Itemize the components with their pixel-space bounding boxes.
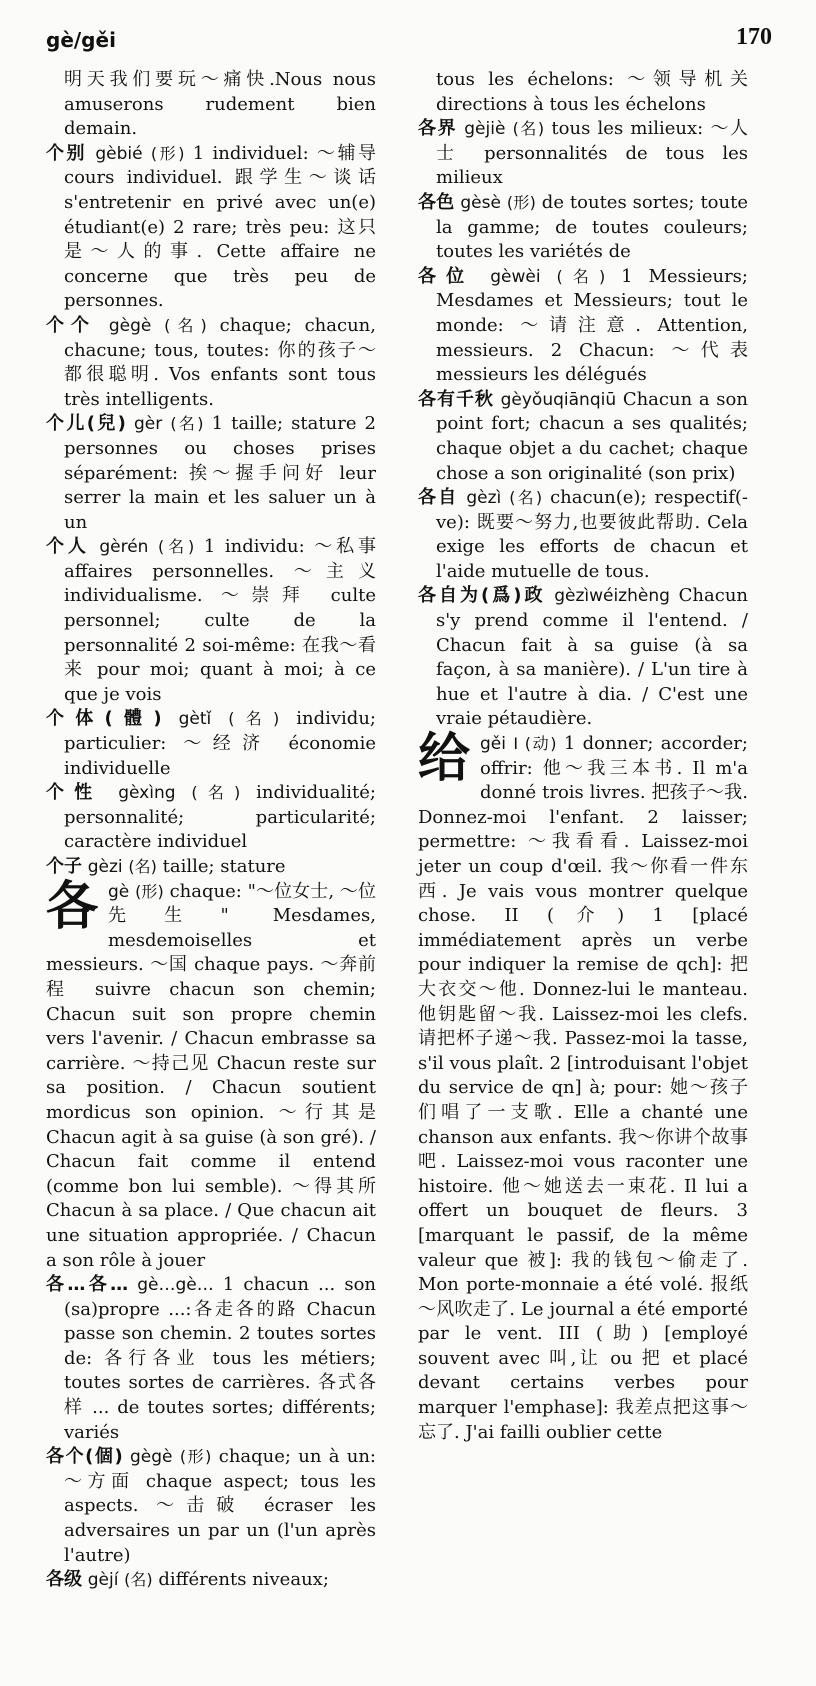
entry-pinyin: gěi [480,734,506,755]
entry-headword: 各有千秋 [418,388,494,410]
entry-big-character: 各 [46,876,99,937]
entry-definition: chaque: "～位女士, ～位先生" Mesdames, mesdemoiselles et messieurs. ～国 chaque pays. ～奔前程 suivre chacun son chemin; Chacun suit son propre chemin vers l'avenir. / Chacun embrasse sa carrière. ～持己见 Chacun reste sur sa position. / Chacun soutient mordicus son opinion. ～行其是 Chacun agit à sa guise (à son gré). / Chacun fait comme il entend (comme bon lui semble). ～得其所 Chacun à sa place. / Que chacun ait une situation appropriée. / Chacun a son rôle à jouer [46,880,376,1271]
entry-headword: 个人 [46,536,90,558]
entry-pinyin: gètǐ [178,709,212,730]
dictionary-entry [418,191,748,265]
entry-part-of-speech: (形) [150,143,185,163]
entry-definition: chaque; un à un: ～方面 chaque aspect; tous les aspects. ～击破 écraser les adversaires un par un (l'un après l'autre) [64,1446,376,1566]
entry-definition: 1 individu: ～私事 affaires personnelles. ～主义 individualisme. ～崇拜 culte personnel; culte de la personnalité 2 soi-même: 在我～看来 pour moi; quant à moi; à ce que je vois [64,536,376,705]
entry-pinyin: gè…gè… [137,1275,214,1296]
entry-definition: de toutes sortes; toute la gamme; de toutes couleurs; toutes les variétés de [436,191,748,263]
entry-part-of-speech: (名) [191,783,241,803]
entry-part-of-speech: (名) [228,709,280,729]
entry-pinyin: gèrén [99,537,149,558]
entry-part-of-speech: (名) [128,857,157,876]
entry-pinyin: gèr [133,414,163,435]
entry-definition: 1 individuel: ～辅导 cours individuel. 跟学生～谈话 s'entretenir en privé avec un(e) étudiant(e) 2 rare; très peu: 这只是～人的事. Cette affaire ne concerne que très peu de personnes. [64,142,376,312]
entry-part-of-speech: (名) [158,537,195,557]
entry-part-of-speech: I (动) [513,734,557,754]
entry-pinyin: gèbié [95,143,143,164]
entry-headword: 各自为(爲)政 [418,585,546,607]
entry-headword: 各自 [418,487,459,509]
entry-headword: 各…各… [46,1274,129,1296]
dictionary-entry [46,707,376,781]
dictionary-entry [46,1568,376,1593]
dictionary-entry [46,1273,376,1445]
entry-definition: taille; stature [162,856,286,877]
entry-definition: 1 Messieurs; Mesdames et Messieurs; tout le monde: ～请注意. Attention, messieurs. 2 Chacun: ～代表 messieurs les délégués [436,265,748,386]
entry-pinyin: gèxìng [118,783,176,804]
entry-pinyin: gègè [108,315,152,336]
entry-definition: 1 taille; stature 2 personnes ou choses prises séparément: 挨～握手问好 leur serrer la main et les saluer un à un [64,413,377,533]
dictionary-entry [46,142,376,314]
dictionary-entry [418,486,748,584]
entry-headword: 个子 [46,856,82,877]
entry-pinyin: gèzì [466,488,502,509]
running-head-guide-words: gè/gěi [46,28,116,52]
entry-part-of-speech: (形) [506,192,536,212]
entry-part-of-speech: (形) [179,1447,212,1467]
entry-pinyin: gèyǒuqiānqiū [500,389,617,410]
dictionary-entry [418,117,748,191]
entry-definition: 1 donner; accorder; offrir: 他～我三本书. Il m'a donné trois livres. 把孩子～我. Donnez-moi l'enfant. 2 laisser; permettre: ～我看看. Laissez-moi jeter un coup d'œil. 我～你看一件东西. Je vais vous montrer quelque chose. II (介) 1 [placé immédiatement après un verbe pour indiquer la remise de qch]: 把大衣交～他. Donnez-lui le manteau. 他钥匙留～我. Laissez-moi les clefs. 请把杯子递～我. Passez-moi la tasse, s'il vous plaît. 2 [introduisant l'objet du service de qn] à; pour: 她～孩子们唱了一支歌. Elle a chanté une chanson aux enfants. 我～你讲个故事吧. Laissez-moi vous raconter une histoire. 他～她送去一束花. Il lui a offert un bouquet de fleurs. 3 [marquant le passif, de la même valeur que 被]: 我的钱包～偷走了. Mon porte-monnaie a été volé. 报纸～风吹走了. Le journal a été emporté par le vent. III (助) [employé souvent avec 叫,让 ou 把 et placé devant certains verbes pour marquer l'emphase]: 我差点把这事～忘了. J'ai failli oublier cette [418,733,748,1443]
entry-continuation [418,68,748,117]
entry-definition: Chacun s'y prend comme il l'entend. / Chacun fait à sa guise (à sa façon, à sa manière). / L'un tire à hue et l'autre à dia. / C'est une vraie pétaudière. [436,585,749,730]
dictionary-entry [418,265,748,388]
entry-headword: 个别 [46,142,88,164]
dictionary-entry [46,876,376,1274]
entry-big-character: 给 [418,729,471,790]
entry-headword: 各色 [418,191,455,213]
entry-pinyin: gèzìwéizhèng [554,586,670,607]
dictionary-entry [418,388,748,486]
right-column [418,68,748,1445]
entry-pinyin: gè [108,881,130,902]
entry-continuation [46,68,376,142]
entry-headword: 各级 [46,1569,82,1591]
entry-pinyin: gèzi [87,857,123,877]
entry-headword: 个个 [46,314,97,336]
left-column [46,68,376,1593]
running-head [46,24,772,58]
entry-definition: 明天我们要玩～痛快.Nous nous amuserons rudement bien demain. [64,69,376,140]
entry-headword: 各个(個) [46,1446,123,1468]
entry-part-of-speech: (名) [556,266,606,286]
entry-part-of-speech: (名) [512,119,545,139]
dictionary-entry [418,729,748,1445]
entry-headword: 各位 [418,265,475,287]
entry-pinyin: gèsè [460,192,501,213]
entry-headword: 个儿(兒) [46,413,126,435]
dictionary-entry [46,314,376,412]
entry-part-of-speech: (名) [170,414,204,434]
entry-pinyin: gèjiè [464,119,506,140]
entry-headword: 个体(體) [46,708,162,730]
entry-pinyin: gègè [130,1447,173,1468]
dictionary-entry [46,1445,376,1568]
entry-part-of-speech: (形) [135,881,164,901]
entry-part-of-speech: (名) [509,488,543,508]
entry-definition: chaque; chacun, chacune; tous, toutes: 你的孩子～都很聪明. Vos enfants sont tous très intelligents. [64,314,376,410]
entry-definition: 1 chacun ... son (sa)propre ...:各走各的路 Chacun passe son chemin. 2 toutes sortes de: 各行各业 tous les métiers; toutes sortes de carrières. 各式各样 ... de toutes sortes; différents; variés [64,1274,376,1443]
entry-headword: 各界 [418,118,458,140]
dictionary-entry [46,781,376,855]
entry-definition: individualité; personnalité; particularité; caractère individuel [64,782,376,853]
dictionary-entry [46,535,376,707]
dictionary-entry [418,584,748,732]
dictionary-entry [46,855,376,880]
entry-pinyin: gèjí [87,1570,119,1591]
entry-definition: chacun(e); respectif(-ve): 既要～努力,也要彼此帮助. Cela exige les efforts de chacun et l'aide mutuelle de tous. [436,487,748,582]
entry-definition: tous les milieux: ～人士 personnalités de tous les milieux [436,118,748,189]
entry-headword: 个性 [46,782,103,804]
page-number: 170 [736,24,772,50]
entry-definition: tous les échelons: ～领导机关 directions à tous les échelons [436,69,748,115]
entry-definition: individu; particulier: ～经济 économie individuelle [64,708,376,779]
entry-definition: Chacun a son point fort; chacun a ses qualités; chaque objet a du cachet; chaque chose a son originalité (son prix) [436,388,748,484]
entry-pinyin: gèwèi [490,266,541,287]
entry-part-of-speech: (名) [164,315,207,335]
entry-part-of-speech: (名) [124,1570,153,1590]
entry-definition: différents niveaux; [158,1569,329,1591]
dictionary-entry [46,412,376,535]
